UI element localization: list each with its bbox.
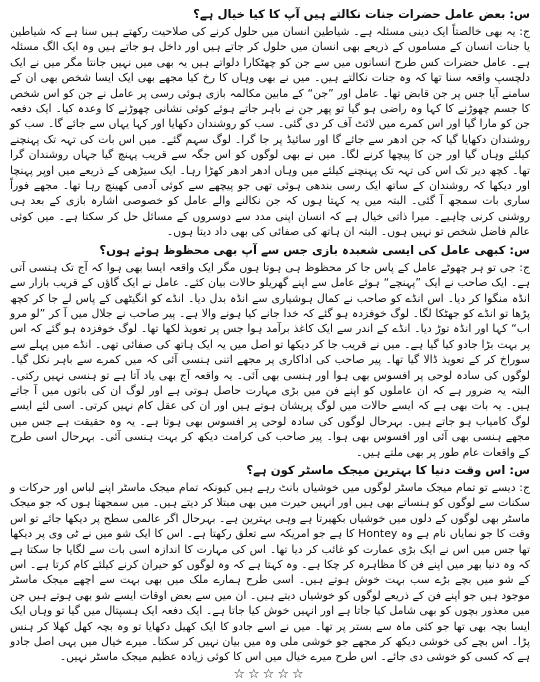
answer-paragraph: ج: دیسے تو تمام میجک ماسٹر لوگوں میں خوشیاں بانٹ رہے ہیں کیونکہ تمام میجک ماسٹر اپنے لباس اور حرکات و سکنات سے لوگوں کو ہنساتے بھی ہیں اور انہیں حیرت میں بھی مبتلا کر دیتے ہیں۔ میں سمجھتا ہوں کہ جو میجک ماسٹر بھی لوگوں کے دلوں میں خوشیاں بکھیرتا ہے وہی بہترین ہے۔ بہرحال اگر عالمی سطح پر دیکھا جائے تو اس وقت کا جو نمایاں نام ہے وہ Hontey کا ہے جو امریکہ سے تعلق رکھتا ہے۔ اس کا ایک شو میں نے ٹی وی پر دیکھا تھا جس میں اس نے ایک بڑی عمارت کو غائب کر دیا تھا۔ اس کی مہارت کا اندازہ اسی بات سے لگایا جا سکتا ہے کہ وہ دنیا بھر میں اپنے فن کا مظاہرہ کر چکا ہے۔ وہ کہتا ہے کہ وہ لوگوں کو حیران کرنے کیلئے کام کرتا ہے۔ اس کے شو میں بچے بڑے سب بہت خوش ہوتے ہیں۔ اسی طرح ہمارے ملک میں بھی بہت سے اچھے میجک ماسٹر موجود ہیں جو اپنے فن کے ذریعے لوگوں کو خوشیاں دیتے ہیں۔ ان میں سے بعض اوقات ایسے شو بھی ہوتے ہیں جن میں معذور بچوں کو بھی شامل کیا جاتا ہے اور انہیں خوش کیا جاتا ہے۔ ایک دفعہ ایک ہسپتال میں گیا تو وہاں ایک ایسا بچہ بھی تھا جو کئی ماہ سے بستر پر تھا۔ میں نے اسے جادو کا ایک کھیل دکھایا تو وہ بچہ کھل کھلا کر ہنس پڑا۔ اس بچے کی خوشی دیکھ کر مجھے جو خوشی ملی وہ میں بیان نہیں کر سکتا۔ میرے خیال میں یہی اصل جادو ہے کہ کسی کو خوشی دی جائے۔ اس طرح میرے خیال میں اس کا کوئی زیادہ عظیم میجک ماسٹر نہیں۔	[10, 480, 530, 664]
answer-paragraph: ج: یہ بھی خالصتاً ایک دینی مسئلہ ہے۔ شیاطین انسان میں حلول کرنے کی صلاحیت رکھتے ہیں سنا ہے کہ شیاطین یا جنات انسان کے مساموں کے ذریعے بھی انسان میں حلول کر جاتے ہیں اور داخل ہو جاتے ہیں وہ ایک الگ مسئلہ ہے۔ عامل حضرات کس طرح انسانوں میں سے جن کو چھٹکارا دلواتے ہیں یہ بھی میں نہیں جانتا مگر میں نے ایک دلچسپ واقعہ سنا تھا کہ وہ جنات نکالتے ہیں۔ میں نے بھی وہاں کا رخ کیا مجھے بھی ایک ایسا شخص بھی ان کے سامنے آیا جس پر جن قابض تھا۔ عامل اور ”جن“ کے مابین مکالمہ بازی ہوئی رسی پر عامل نے جن کو اس شخص کا جسم چھوڑنے کا کہا وہ راضی ہو گیا تو پھر جن نے باہر جاتے ہوئے کوئی نشانی چھوڑنے کا وعدہ کیا۔ ایک دفعہ جن کو مارا گیا اور اس کمرے میں لائٹ آف کر دی گئی۔ سب کو روشندان دکھایا اور کہا یہاں سے جائے گا۔ سب کو روشندان دکھایا گیا کہ جن ادھر سے جائے گا اور سائیڈ پر جا گرا۔ لوگ سہم گئے۔ میں اس بات کی تہہ تک پہنچنے کیلئے وہاں گیا اور جن کا پیچھا کرنے لگا۔ میں نے بھی لوگوں کو اس جگہ سے قریب پہنچ گیا جہاں روشندان گرا تھا۔ کچھ دیر تک اس کی تہہ تک پہنچنے کیلئے میں وہاں ادھر ادھر کھڑا رہا۔ ایک سیڑھی کے ذریعے میں اوپر پہنچا اور دیکھا کہ روشندان کے ساتھ ایک رسی بندھی ہوئی تھی جو پیچھے سے کوئی آدمی کھینچ رہا تھا۔ مجھے فوراً ساری بات سمجھ آ گئی۔ البتہ میں یہ کہتا ہوں کہ جن نکالنے والے عامل کو خصوصی اشارہ بازی کے بعد ہی روشنی کرنی چاہیے۔ میرا ذاتی خیال ہے کہ انسان اپنی مدد سے دوسروں کے مسائل حل کر سکتا ہے۔ میں کوئی عالم فاضل شخص تو نہیں ہوں۔ البتہ ان ہاتھ کی صفائی کی بھی داد دیتا ہوں۔	[10, 25, 530, 239]
qa-block-3	[10, 462, 530, 665]
qa-block-1	[10, 6, 530, 240]
end-stars-divider: ☆☆☆☆☆	[233, 666, 307, 682]
qa-block-2	[10, 242, 530, 460]
question-heading: س: کبھی عامل کی ایسی شعبدہ بازی جس سے آپ بھی محظوظ ہوئے ہوں؟	[99, 242, 530, 257]
question-heading: س: بعض عامل حضرات جنات نکالتے ہیں آپ کا کیا خیال ہے؟	[193, 7, 530, 21]
answer-paragraph: ج: جی تو ہر چھوٹے عامل کے پاس جا کر محظوظ ہی ہوتا ہوں مگر ایک واقعہ ایسا بھی ہوا کہ آج تک ہنسی آتی ہے۔ ایک صاحب نے ایک ”پہنچے“ ہوئے عامل سے اپنے گھریلو حالات بیان کئے۔ عامل نے ایک گاؤں کے قریب بازار سے انڈہ منگوا کر دیا۔ اس انڈے کو صاحب نے کمال ہوشیاری سے انڈہ بدل دیا۔ انڈے کو انگیٹھی کے پاس لے جا کر کچھ پڑھا تو انڈے کو جھٹکا لگا۔ لوگ خوفزدہ ہو گئے کہ خدا جانے کیا ہونے والا ہے۔ پیر صاحب نے جلال میں آ کر ”لو مرو اب“ کہا اور انڈہ توڑ دیا۔ انڈے کے اندر سے ایک کاغذ برآمد ہوا جس پر تعویذ لکھا تھا۔ لوگ خوفزدہ ہو گئے کہ اس پر بہت بڑا جادو کیا گیا ہے۔ میں نے قریب جا کر دیکھا تو اصل میں یہ ایک ہاتھ کی صفائی تھی۔ انڈے میں پہلے سے سوراخ کر کے تعویذ ڈالا گیا تھا۔ پیر صاحب کی اداکاری پر مجھے اتنی ہنسی آئی کہ میں کمرے سے باہر نکل گیا۔ لوگوں کی سادہ لوحی پر افسوس بھی ہوا اور ہنسی بھی آئی۔ یہ واقعہ آج بھی یاد آتا ہے تو ہنسی نہیں رکتی۔ البتہ یہ ضرور ہے کہ ان عاملوں کو اپنے فن میں بڑی مہارت حاصل ہوتی ہے اور لوگ ان کی باتوں میں آ جاتے ہیں۔ یہ بات بھی ہے کہ ایسے حالات میں لوگ پریشان ہوتے ہیں اور ان کی عقل کام نہیں کرتی۔ اسی لئے ایسے لوگ کامیاب ہو جاتے ہیں۔ بہرحال لوگوں کی سادہ لوحی پر افسوس بھی ہوتا ہے۔ یہ وہ حقیقت ہے جس میں مجھے ہنسی بھی آئی اور افسوس بھی ہوا۔ پیر صاحب کی کرامت دیکھ کر بہت ہنسی آئی۔ بہرحال اسی طرح کے واقعات عام طور پر بھی ملتے ہیں۔	[10, 260, 530, 459]
question-heading: س: اس وقت دنیا کا بہترین میجک ماسٹر کون ہے؟	[246, 462, 530, 477]
